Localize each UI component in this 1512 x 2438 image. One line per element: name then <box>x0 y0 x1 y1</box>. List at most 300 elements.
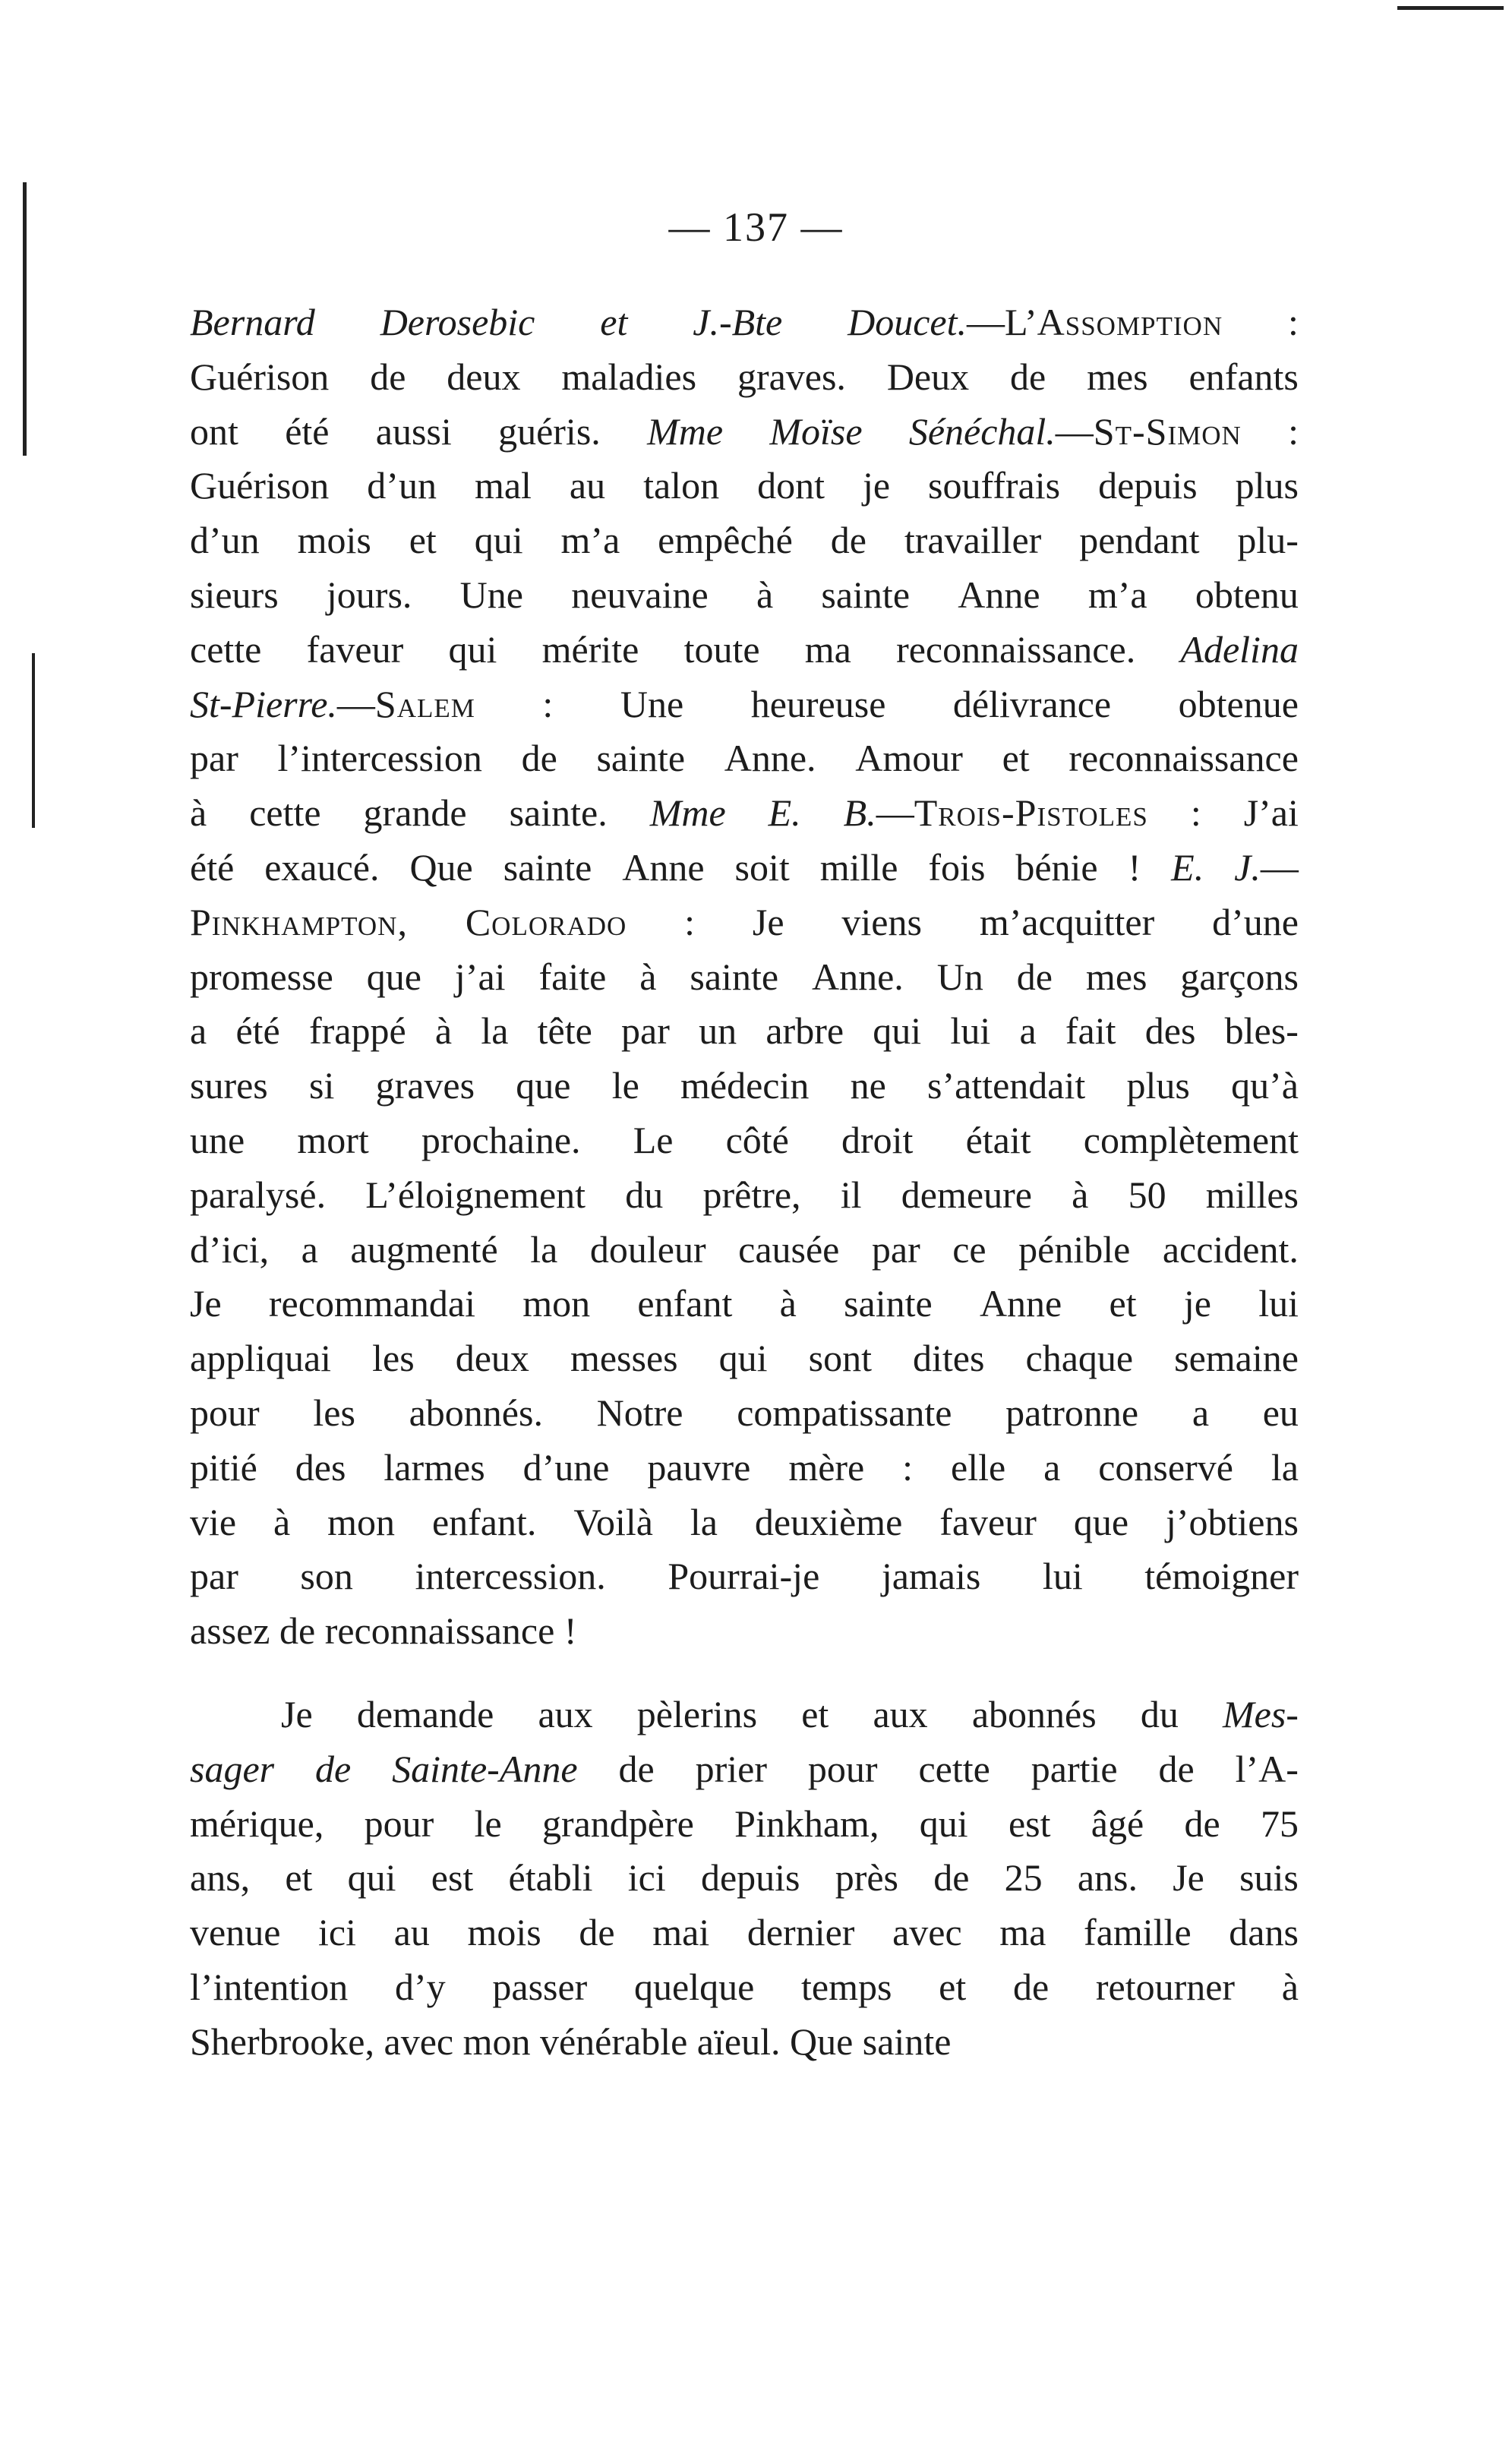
word <box>539 955 607 999</box>
text-run: et <box>285 1856 313 1900</box>
word <box>690 1500 718 1544</box>
text-run: Voilà <box>573 1500 653 1543</box>
word <box>887 355 969 399</box>
word <box>735 845 790 889</box>
word <box>1223 1692 1299 1736</box>
text-run: que <box>366 955 421 998</box>
word <box>318 1910 356 1954</box>
text-run: a <box>1192 1391 1210 1434</box>
text-run: abonnés <box>971 1692 1097 1735</box>
word <box>737 355 846 399</box>
text-line <box>190 355 1299 409</box>
text-run: partie <box>1031 1747 1118 1790</box>
word <box>509 1855 593 1900</box>
text-run: intercession. <box>415 1555 606 1598</box>
text-run: Anne <box>979 1282 1062 1325</box>
text-run: messes <box>570 1337 678 1380</box>
word <box>409 845 472 889</box>
word <box>1171 845 1204 889</box>
text-run: a <box>1043 1445 1061 1489</box>
text-run: jours. <box>326 573 412 616</box>
text-run: sont <box>808 1337 872 1380</box>
text-run: Moïse <box>769 409 863 453</box>
word <box>726 1118 789 1162</box>
word <box>432 1500 536 1544</box>
word <box>820 845 898 889</box>
text-run: par <box>190 737 238 780</box>
text-line <box>190 1609 1299 1663</box>
word <box>561 355 696 399</box>
text-run: Bernard <box>190 301 315 343</box>
text-line <box>190 1281 1299 1336</box>
text-run: assez <box>190 1609 270 1653</box>
text-run: a <box>1019 1009 1037 1053</box>
text-run: chaque <box>1025 1337 1134 1380</box>
text-run: cette <box>249 791 321 835</box>
word <box>734 1802 879 1846</box>
word <box>848 300 1223 344</box>
word <box>190 1391 260 1435</box>
word <box>788 1445 864 1489</box>
text-run: depuis <box>700 1856 800 1900</box>
text-run: Derosebic <box>380 301 535 343</box>
text-line <box>190 463 1299 518</box>
word <box>190 1063 268 1107</box>
text-run: — <box>1260 845 1299 889</box>
word <box>628 1855 666 1900</box>
word <box>600 300 627 344</box>
text-run: mois <box>297 519 371 562</box>
text-run: près <box>835 1856 899 1900</box>
word <box>1087 355 1148 399</box>
scan-edge-mark <box>1397 6 1504 10</box>
text-run: demeure <box>901 1173 1032 1216</box>
word <box>1166 1500 1299 1544</box>
word <box>503 845 592 889</box>
word <box>684 627 760 671</box>
text-run: Pinkham, <box>734 1802 879 1845</box>
text-run: pendant <box>1079 519 1200 562</box>
text-run: plus <box>1235 464 1299 507</box>
text-run: s’attendait <box>927 1064 1086 1107</box>
word <box>190 518 260 562</box>
text-run: 75 <box>1260 1802 1299 1845</box>
word <box>435 1009 452 1053</box>
text-run: demande <box>356 1692 494 1735</box>
text-run: mille <box>819 845 898 889</box>
word <box>455 955 506 999</box>
word <box>1031 1747 1118 1791</box>
text-run: complètement <box>1083 1118 1299 1161</box>
text-run: prêtre, <box>702 1173 801 1216</box>
text-run: Mme <box>647 409 724 453</box>
word <box>951 1445 1005 1489</box>
text-run: pitié <box>190 1445 257 1489</box>
word <box>719 1336 768 1380</box>
word <box>540 2020 687 2064</box>
text-run: par <box>621 1009 670 1053</box>
text-run: Pourrai-je <box>668 1555 820 1598</box>
text-run: de <box>933 1856 970 1900</box>
word <box>892 1910 962 1954</box>
text-run: mérique, <box>190 1802 324 1845</box>
text-run: E. <box>768 791 801 835</box>
text-run: m’acquitter <box>979 900 1155 943</box>
text-run: recommandai <box>268 1282 476 1325</box>
word <box>376 409 452 453</box>
text-run: de <box>521 737 557 780</box>
word <box>1236 1747 1299 1791</box>
text-run: côté <box>725 1118 789 1161</box>
text-run: Mme <box>649 791 726 835</box>
body-text <box>190 300 1299 2074</box>
word <box>1174 1336 1299 1380</box>
word <box>939 1965 966 2009</box>
text-run: et <box>1109 1282 1137 1325</box>
text-run: prier <box>695 1747 767 1790</box>
text-run: avec <box>892 1911 962 1954</box>
text-run: à <box>434 1009 453 1053</box>
word <box>190 1910 280 1954</box>
word <box>1184 1281 1211 1325</box>
text-run: m’a <box>560 519 620 562</box>
text-run: —L’ <box>967 301 1037 343</box>
text-run: droit <box>841 1118 914 1161</box>
word <box>1229 1910 1299 1954</box>
word <box>950 1009 990 1053</box>
word <box>1145 1009 1196 1053</box>
text-run: promesse <box>190 955 333 998</box>
word <box>882 1554 981 1598</box>
word <box>1225 1009 1299 1053</box>
word <box>285 1855 312 1900</box>
text-run: maladies <box>561 355 697 398</box>
word <box>1189 355 1299 399</box>
word <box>447 355 520 399</box>
word <box>980 1281 1062 1325</box>
text-run: qui <box>474 519 523 562</box>
text-run: sager <box>190 1747 275 1790</box>
word <box>309 1063 334 1107</box>
word <box>863 2020 952 2064</box>
text-run: Une <box>459 573 523 616</box>
word <box>841 900 922 944</box>
text-run: sainte <box>503 845 592 889</box>
text-run: fois <box>928 845 986 889</box>
text-run: et <box>1002 737 1030 780</box>
word <box>350 1227 497 1271</box>
word <box>367 463 437 507</box>
word <box>812 955 904 999</box>
text-run: Le <box>633 1118 674 1161</box>
word <box>409 1391 543 1435</box>
text-run: Anne <box>622 845 705 889</box>
word <box>1017 955 1053 999</box>
text-run: ce <box>952 1227 986 1271</box>
word <box>620 682 683 726</box>
word <box>372 1336 415 1380</box>
word <box>684 900 695 944</box>
text-line <box>190 1445 1299 1500</box>
word <box>295 1445 346 1489</box>
word <box>1091 1802 1144 1846</box>
word <box>190 1336 331 1380</box>
text-run: B. <box>843 791 876 835</box>
word <box>633 1118 674 1162</box>
text-run: plus <box>1126 1064 1190 1107</box>
text-run: à <box>273 1500 291 1543</box>
word <box>841 1173 862 1217</box>
word <box>769 409 862 453</box>
word <box>652 1910 709 1954</box>
word <box>952 1227 986 1271</box>
word <box>1184 1802 1220 1846</box>
text-run: au <box>569 464 606 507</box>
text-run: de <box>1184 1802 1220 1845</box>
word <box>449 627 497 671</box>
text-run: enfant <box>637 1282 733 1325</box>
text-run: de <box>279 1609 316 1653</box>
text-run: qui <box>718 1337 768 1380</box>
word <box>1261 1802 1299 1846</box>
word <box>755 1500 902 1544</box>
paragraph-1 <box>190 300 1299 1663</box>
text-run: graves. <box>737 355 846 398</box>
text-run: l’A- <box>1235 1747 1299 1790</box>
text-run: Pinkhampton, <box>190 900 408 943</box>
word <box>753 900 784 944</box>
text-run: est <box>1008 1802 1051 1845</box>
word <box>1173 1855 1204 1900</box>
word <box>647 409 723 453</box>
text-run: abonnés. <box>409 1391 543 1434</box>
text-run: grandpère <box>541 1802 694 1845</box>
text-run: au <box>393 1911 430 1954</box>
text-run: 50 <box>1128 1173 1166 1216</box>
word <box>1043 1554 1083 1598</box>
word <box>1159 1747 1195 1791</box>
word <box>769 791 801 835</box>
word <box>1065 1009 1116 1053</box>
text-run: Je <box>752 900 784 943</box>
text-run: Adelina <box>1180 627 1299 671</box>
word <box>597 1391 683 1435</box>
word <box>808 1747 878 1791</box>
word <box>780 1281 797 1325</box>
word <box>1096 1965 1235 2009</box>
word <box>1043 1445 1060 1489</box>
text-line <box>190 1802 1299 1856</box>
text-line <box>190 1500 1299 1555</box>
word <box>475 518 523 562</box>
word <box>421 1118 581 1162</box>
text-run: : <box>1190 791 1201 835</box>
text-run: Colorado <box>465 900 627 943</box>
word <box>805 627 851 671</box>
text-run: St-Simon <box>1093 409 1242 453</box>
word <box>273 1500 290 1544</box>
text-run: toute <box>683 627 760 671</box>
text-line <box>190 1009 1299 1063</box>
word <box>190 1445 257 1489</box>
text-run: aussi <box>375 409 452 453</box>
text-run: par <box>190 1555 238 1598</box>
text-run: de <box>830 519 866 562</box>
word <box>639 955 656 999</box>
text-run: obtenu <box>1195 573 1299 616</box>
word <box>896 627 1135 671</box>
text-run: paralysé. <box>190 1173 327 1216</box>
text-line <box>190 1118 1299 1173</box>
word <box>1019 1009 1036 1053</box>
text-run: mon <box>327 1500 396 1543</box>
word <box>364 791 467 835</box>
word <box>844 791 1148 835</box>
text-run: de <box>1010 355 1046 398</box>
text-run: ma <box>999 1911 1046 1954</box>
word <box>699 1009 737 1053</box>
text-run: de <box>1158 1747 1195 1790</box>
word <box>1128 1173 1166 1217</box>
word <box>538 1009 592 1053</box>
text-run: arbre <box>765 1009 844 1053</box>
text-run: Anne. <box>811 955 904 998</box>
word <box>658 518 793 562</box>
text-run: le <box>474 1802 502 1845</box>
word <box>756 573 773 617</box>
text-line <box>190 1965 1299 2020</box>
text-run: aux <box>873 1692 928 1735</box>
text-run: ans, <box>190 1856 251 1900</box>
text-run: à <box>1072 1173 1089 1216</box>
text-run: lui <box>1042 1555 1083 1598</box>
text-run: été <box>190 845 235 889</box>
word <box>365 1802 434 1846</box>
word <box>765 1009 844 1053</box>
text-run: sainte <box>690 955 779 998</box>
text-run: sainte <box>596 737 686 780</box>
text-run: de <box>579 1911 615 1954</box>
text-run: tête <box>537 1009 592 1053</box>
text-run: et <box>409 519 437 562</box>
word <box>920 1802 968 1846</box>
word <box>571 573 708 617</box>
text-run: une <box>190 1118 245 1161</box>
text-run: temps <box>801 1965 892 2008</box>
word <box>463 2020 531 2064</box>
word <box>380 300 535 344</box>
text-run: de <box>1016 955 1053 998</box>
text-run: mal <box>474 464 532 507</box>
text-run: je <box>862 464 891 507</box>
text-run: Sherbrooke, <box>190 2020 374 2063</box>
word <box>1072 1173 1088 1217</box>
word <box>538 1692 592 1736</box>
word <box>1237 518 1299 562</box>
text-run: Je <box>190 1282 222 1325</box>
text-run: qui <box>448 627 497 671</box>
text-run: Guérison <box>190 355 330 398</box>
text-run: famille <box>1084 1911 1192 1954</box>
word <box>460 573 523 617</box>
text-run: et <box>801 1692 829 1735</box>
word <box>1180 955 1299 999</box>
text-run: les <box>372 1337 415 1380</box>
word <box>1288 409 1299 453</box>
text-run: prochaine. <box>421 1118 581 1161</box>
word <box>415 1554 605 1598</box>
text-run: Notre <box>596 1391 683 1434</box>
text-run: qui <box>347 1856 396 1900</box>
text-run: Sainte-Anne <box>392 1747 578 1790</box>
text-run: Trois-Pistoles <box>914 791 1148 835</box>
text-run: travailler <box>904 519 1042 562</box>
word <box>190 1173 326 1217</box>
text-line <box>190 736 1299 791</box>
text-run: qui <box>873 1009 922 1053</box>
text-run: neuvaine <box>571 573 709 616</box>
word <box>190 1281 222 1325</box>
text-run: heureuse <box>750 682 886 725</box>
text-run: d’un <box>190 519 260 562</box>
word <box>702 1173 800 1217</box>
word <box>621 1009 670 1053</box>
text-run: sainte <box>844 1282 933 1325</box>
word <box>1086 955 1147 999</box>
word <box>693 300 782 344</box>
text-run: témoigner <box>1144 1555 1299 1598</box>
word <box>1191 791 1201 835</box>
text-run: douleur <box>589 1227 706 1271</box>
word <box>697 2020 781 2064</box>
text-run: son <box>300 1555 353 1598</box>
word <box>570 1336 678 1380</box>
text-run: aux <box>538 1692 593 1735</box>
text-line <box>190 518 1299 573</box>
text-line <box>190 1336 1299 1391</box>
text-line <box>190 1910 1299 1965</box>
word <box>190 791 207 835</box>
word <box>190 1802 324 1846</box>
text-run: reconnaissance. <box>896 627 1136 671</box>
text-run: à <box>639 955 657 998</box>
text-run: causée <box>738 1227 840 1271</box>
text-run: exaucé. <box>264 845 380 889</box>
word <box>999 1910 1046 1954</box>
word <box>872 1227 920 1271</box>
text-run: passer <box>492 1965 588 2008</box>
word <box>933 1855 969 1900</box>
text-run: deux <box>455 1337 529 1380</box>
text-run: j’obtiens <box>1165 1500 1299 1543</box>
text-run: J’ai <box>1243 791 1299 835</box>
word <box>873 1009 921 1053</box>
word <box>190 573 279 617</box>
text-run: : <box>542 682 554 725</box>
word <box>1005 1391 1138 1435</box>
word <box>1088 573 1147 617</box>
word <box>264 845 379 889</box>
text-run: délivrance <box>952 682 1112 725</box>
text-run: suis <box>1239 1856 1299 1900</box>
word <box>249 791 320 835</box>
text-run: à <box>190 791 207 835</box>
word <box>1005 1855 1043 1900</box>
word <box>190 736 238 780</box>
text-run: ici <box>318 1911 357 1954</box>
text-run: l’intention <box>190 1965 349 2008</box>
text-run: la <box>690 1500 718 1543</box>
